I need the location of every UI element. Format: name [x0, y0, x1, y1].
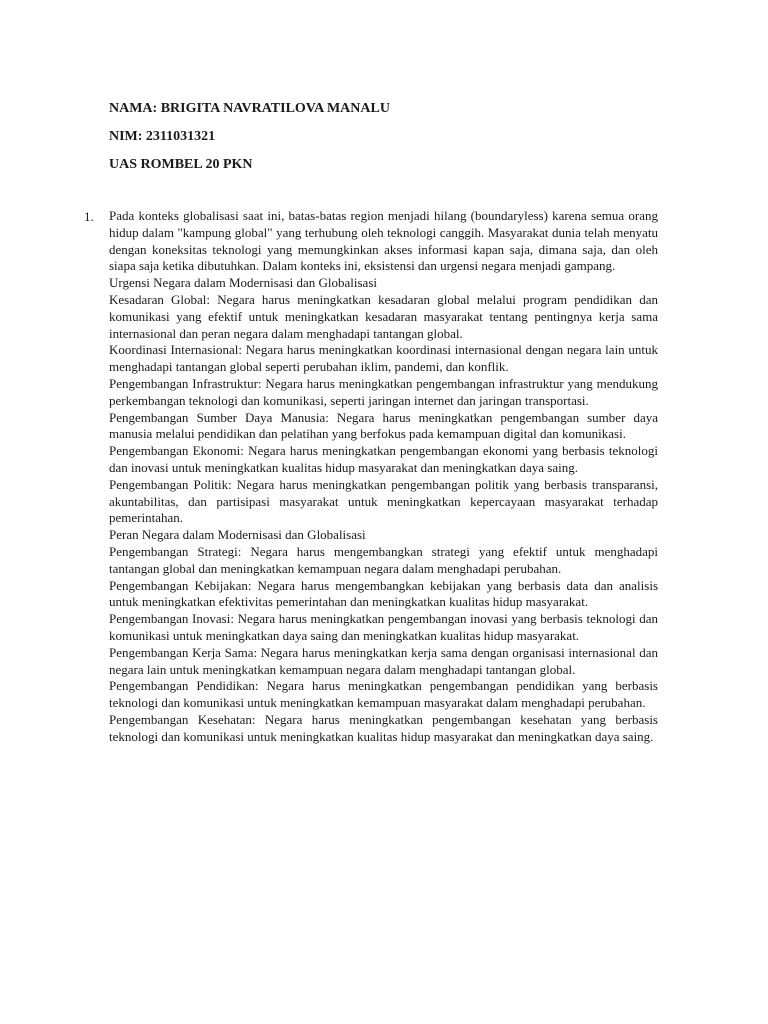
exam-title: UAS ROMBEL 20 PKN [109, 157, 253, 172]
paragraph-koordinasi-internasional: Koordinasi Internasional: Negara harus meningkatkan koordinasi internasional dengan negara lain untuk menghadapi tantangan global seperti perubahan iklim, pandemi, dan konflik. [109, 342, 658, 375]
student-name: NAMA: BRIGITA NAVRATILOVA MANALU [109, 101, 390, 116]
student-nim: NIM: 2311031321 [109, 129, 216, 144]
paragraph-politik: Pengembangan Politik: Negara harus meningkatkan pengembangan politik yang berbasis transparansi, akuntabilitas, dan partisipasi masyarakat untuk meningkatkan kepercayaan masyarakat terhadap pemerintahan. [109, 476, 658, 526]
paragraph-ekonomi: Pengembangan Ekonomi: Negara harus meningkatkan pengembangan ekonomi yang berbasis teknologi dan inovasi untuk meningkatkan kualitas hidup masyarakat dan meningkatkan daya saing. [109, 443, 658, 475]
paragraph-kerja-sama: Pengembangan Kerja Sama: Negara harus meningkatkan kerja sama dengan organisasi internasional dan negara lain untuk meningkatkan kemampuan negara dalam menghadapi tantangan global. [109, 644, 658, 677]
answer-body [109, 208, 658, 746]
paragraph-kesadaran-global: Kesadaran Global: Negara harus meningkatkan kesadaran global melalui program pendidikan dan komunikasi yang efektif untuk meningkatkan kesadaran masyarakat tentang pentingnya kerja sama internasional dan peran negara dalam menghadapi tantangan global. [109, 291, 658, 341]
section-heading-peran: Peran Negara dalam Modernisasi dan Globalisasi [109, 527, 366, 543]
paragraph-kebijakan: Pengembangan Kebijakan: Negara harus mengembangkan kebijakan yang berbasis data dan analisis untuk meningkatkan efektivitas pemerintahan dan meningkatkan kualitas hidup masyarakat. [109, 577, 658, 610]
paragraph-sumber-daya-manusia: Pengembangan Sumber Daya Manusia: Negara harus meningkatkan pengembangan sumber daya manusia melalui pendidikan dan pelatihan yang berfokus pada kemampuan digital dan komunikasi. [109, 409, 658, 442]
intro-paragraph: Pada konteks globalisasi saat ini, batas-batas region menjadi hilang (boundaryless) karena semua orang hidup dalam "kampung global" yang terhubung oleh teknologi canggih. Masyarakat dunia telah menyatu dengan koneksitas teknologi yang memungkinkan akses informasi kapan saja, dimana saja, dan oleh siapa saja ketika dibutuhkan. Dalam konteks ini, eksistensi dan urgensi negara menjadi gampang. [109, 208, 658, 274]
paragraph-pendidikan: Pengembangan Pendidikan: Negara harus meningkatkan pengembangan pendidikan yang berbasis teknologi dan komunikasi untuk meningkatkan kemampuan masyarakat dalam menghadapi perubahan. [109, 678, 658, 711]
paragraph-inovasi: Pengembangan Inovasi: Negara harus meningkatkan pengembangan inovasi yang berbasis teknologi dan komunikasi untuk meningkatkan daya saing dan meningkatkan kualitas hidup masyarakat. [109, 611, 658, 643]
section-heading-urgensi: Urgensi Negara dalam Modernisasi dan Globalisasi [109, 275, 377, 291]
question-number: 1. [84, 209, 94, 224]
paragraph-infrastruktur: Pengembangan Infrastruktur: Negara harus meningkatkan pengembangan infrastruktur yang mendukung perkembangan teknologi dan komunikasi, seperti jaringan internet dan jaringan transportasi. [109, 375, 658, 408]
paragraph-strategi: Pengembangan Strategi: Negara harus mengembangkan strategi yang efektif untuk menghadapi tantangan global dan meningkatkan kemampuan negara dalam menghadapi perubahan. [109, 543, 658, 576]
student-header [109, 100, 390, 184]
paragraph-kesehatan: Pengembangan Kesehatan: Negara harus meningkatkan pengembangan kesehatan yang berbasis teknologi dan komunikasi untuk meningkatkan kualitas hidup masyarakat dan meningkatkan daya saing. [109, 711, 658, 744]
